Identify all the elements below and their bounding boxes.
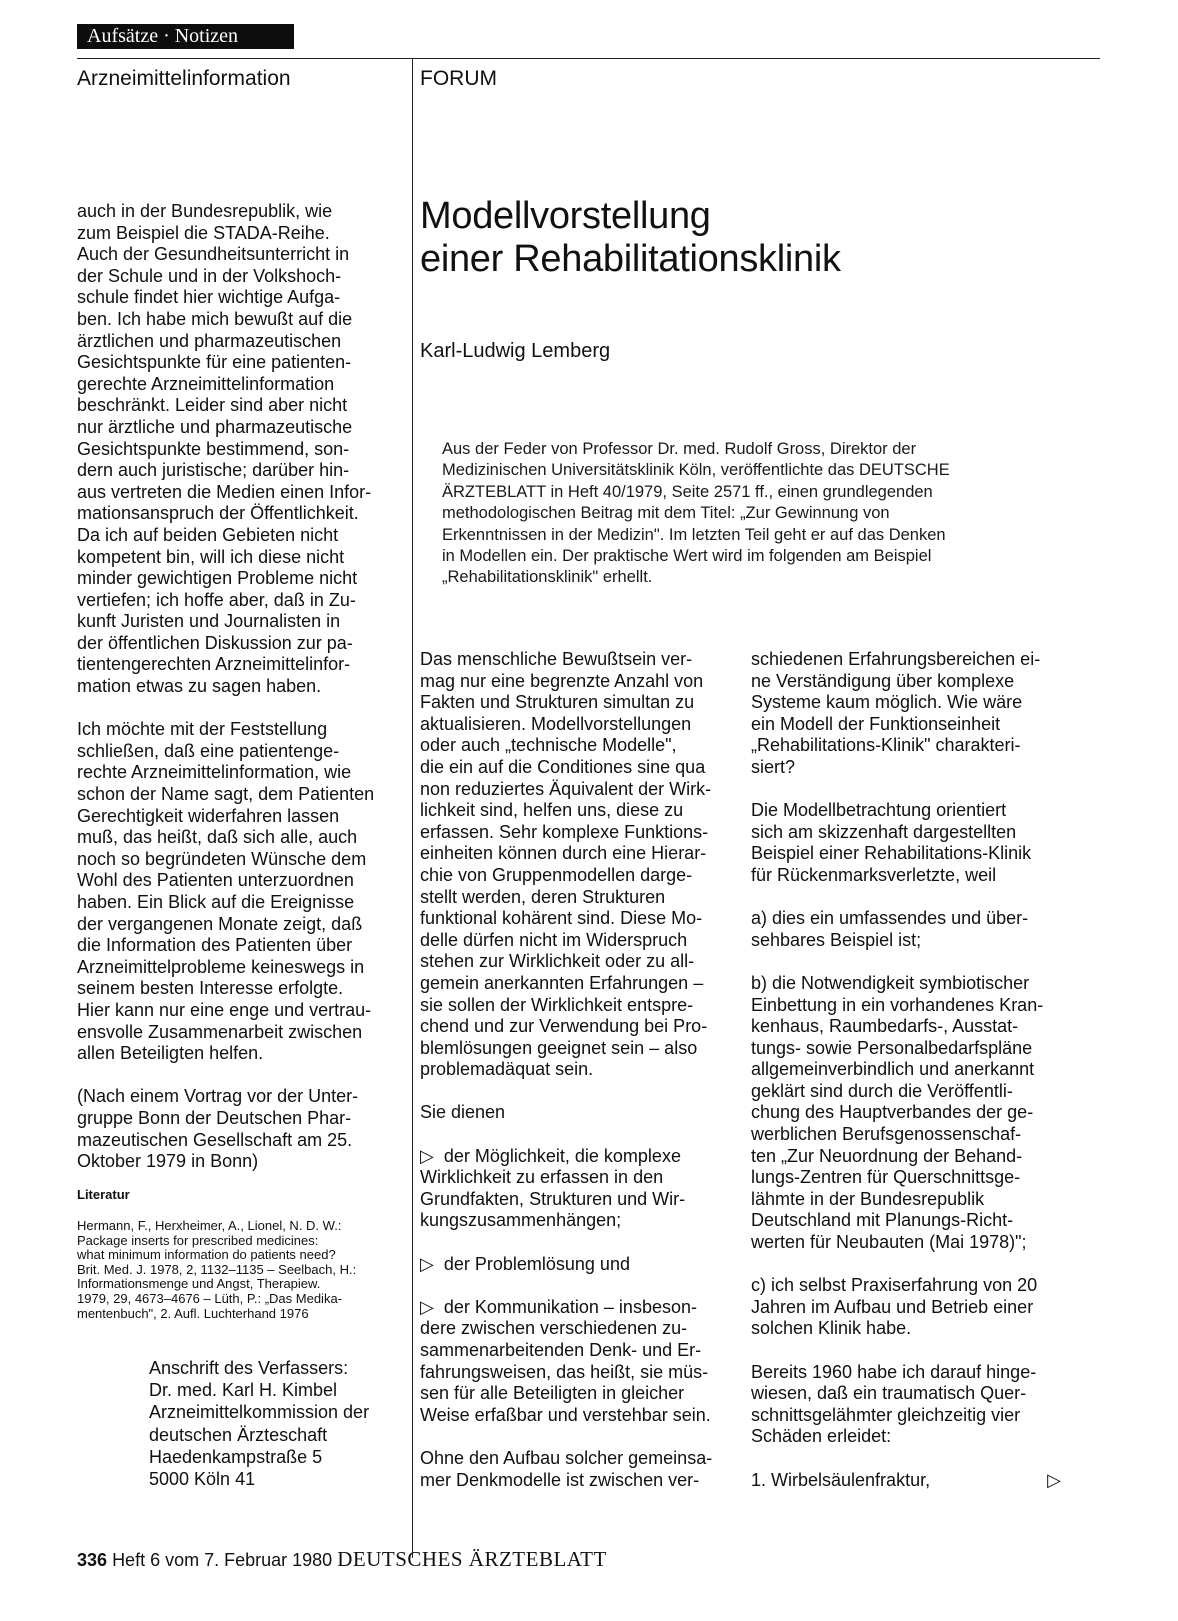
left-section-label: Arzneimittelinformation <box>77 67 291 90</box>
continue-arrow-icon: ▷ <box>1047 1469 1061 1490</box>
list-item-text: 1. Wirbelsäulenfraktur, <box>751 1469 931 1490</box>
magazine-name: DEUTSCHES ÄRZTEBLATT <box>337 1547 607 1571</box>
bullet-text: der Kommunikation – insbeson- dere zwischen verschiedenen zu- sammenarbeitenden Denk- und Er- fahrungsweisen, das heißt, sie müs- sen für alle Beteiligten in gleicher Weise erfaßbar und verstehbar sein. <box>420 1296 711 1425</box>
article-b-paragraph-4: b) die Notwendigkeit symbiotischer Einbettung in ein vorhandenes Kran- kenhaus, Raumbedarfs-, Ausstat- tungs- sowie Personalbedarfspläne allgemeinverbindlich und anerkannt geklärt sind durch die Veröffentli- chung des Hauptverbandes der ge- werblichen Berufsgenossenschaf- ten „Zur Neuordnung der Behand- lungs-Zentren für Querschnittsge- lähmte in der Bundesrepublik Deutschland mit Planungs-Richt- werten für Neubauten (Mai 1978)"; <box>751 972 1044 1253</box>
author-address: Anschrift des Verfassers: Dr. med. Karl H. Kimbel Arzneimittelkommission der deutschen Ärzteschaft Haedenkampstraße 5 5000 Köln 41 <box>149 1358 370 1490</box>
article-b-paragraph-2: Die Modellbetrachtung orientiert sich am skizzenhaft dargestellten Beispiel einer Rehabilitations-Klinik für Rückenmarksverletzte, weil <box>751 800 1032 885</box>
page-footer <box>77 1548 607 1571</box>
article-a-paragraph-3: Ohne den Aufbau solcher gemeinsa- mer Denkmodelle ist zwischen ver- <box>420 1447 713 1490</box>
article-a-bullet-1 <box>420 1146 728 1232</box>
article-b-paragraph-3: a) dies ein umfassendes und über- sehbares Beispiel ist; <box>751 908 1029 950</box>
article-a-paragraph-1: Das menschliche Bewußtsein ver- mag nur eine begrenzte Anzahl von Fakten und Strukturen simultan zu aktualisieren. Modellvorstellungen oder auch „technische Modelle", die ein auf die Conditiones sine qua non reduziertes Äquivalent der Wirk- lichkeit sind, helfen uns, diese zu erfassen. Sehr komplexe Funktions- einheiten können durch eine Hierar- chie von Gruppenmodellen darge- stellt werden, deren Strukturen funktional kohärent sind. Diese Mo- delle dürfen nicht im Widerspruch stehen zur Wirklichkeit oder zu all- gemein anerkannten Erfahrungen – sie sollen der Wirklichkeit entspre- chend und zur Verwendung bei Pro- blemlösungen geeignet sein – also problemadäquat sein. <box>420 649 712 1080</box>
article-a-paragraph-2: Sie dienen <box>420 1102 506 1123</box>
left-paragraph-3: (Nach einem Vortrag vor der Unter- gruppe Bonn der Deutschen Phar- mazeutischen Gesellschaft am 25. Oktober 1979 in Bonn) <box>77 1086 359 1172</box>
article-author: Karl-Ludwig Lemberg <box>420 340 611 362</box>
triangle-bullet-icon: ▷ <box>420 1296 434 1317</box>
bullet-text: der Möglichkeit, die komplexe Wirklichkeit zu erfassen in den Grundfakten, Strukturen und Wir- kungszusammenhängen; <box>420 1145 686 1231</box>
article-b-list-item-1 <box>751 1470 1061 1492</box>
literature-list: Hermann, F., Herxheimer, A., Lionel, N. D. W.: Package inserts for prescribed medicines: what minimum information do patients need? Brit. Med. J. 1978, 2, 1132–1135 – Seelbach, H.: Informationsmenge und Angst, Therapiew. 1979, 29, 4673–4676 – Lüth, P.: „Das Medika- mentenbuch", 2. Aufl. Luchterhand 1976 <box>77 1218 357 1321</box>
literature-heading: Literatur <box>77 1187 130 1202</box>
column-divider <box>412 58 413 1558</box>
article-column-a <box>420 649 728 1491</box>
right-section-label: FORUM <box>420 67 497 90</box>
article-column-b <box>751 649 1061 1491</box>
article-b-paragraph-1: schiedenen Erfahrungsbereichen ei- ne Verständigung über komplexe Systeme kaum möglich. Wie wäre ein Modell der Funktionseinheit „Rehabilitations-Klinik" charakteri- siert? <box>751 649 1041 777</box>
triangle-bullet-icon: ▷ <box>420 1145 434 1166</box>
article-title: Modellvorstellung einer Rehabilitationsklinik <box>420 195 841 280</box>
page-number: 336 <box>77 1550 108 1570</box>
left-paragraph-1: auch in der Bundesrepublik, wie zum Beispiel die STADA-Reihe. Auch der Gesundheitsunterricht in der Schule und in der Volkshoch- schule findet hier wichtige Aufga- ben. Ich habe mich bewußt auf die ärztlichen und pharmazeutischen Gesichtspunkte für eine patienten- gerechte Arzneimittelinformation beschränkt. Leider sind aber nicht nur ärztliche und pharmazeutische Gesichtspunkte bestimmend, son- dern auch juristische; darüber hin- aus vertreten die Medien einen Infor- mationsanspruch der Öffentlichkeit. Da ich auf beiden Gebieten nicht kompetent bin, will ich diese nicht minder gewichtigen Probleme nicht vertiefen; ich hoffe aber, daß in Zu- kunft Juristen und Journalisten in der öffentlichen Diskussion zur pa- tientengerechten Arzneimittelinfor- mation etwas zu sagen haben. <box>77 201 372 697</box>
article-a-bullet-2 <box>420 1254 728 1276</box>
triangle-bullet-icon: ▷ <box>420 1253 434 1274</box>
left-column <box>77 201 400 1173</box>
article-a-bullet-3 <box>420 1297 728 1427</box>
header-rule <box>77 58 1100 59</box>
bullet-text: der Problemlösung und <box>443 1253 630 1274</box>
section-tag: Aufsätze · Notizen <box>77 24 294 49</box>
issue-info: Heft 6 vom 7. Februar 1980 <box>112 1550 333 1570</box>
left-paragraph-2: Ich möchte mit der Feststellung schließen, daß eine patientenge- rechte Arzneimittelinformation, wie schon der Name sagt, dem Patienten Gerechtigkeit widerfahren lassen muß, das heißt, daß sich alle, auch noch so begründeten Wünsche dem Wohl des Patienten unterzuordnen haben. Ein Blick auf die Ereignisse der vergangenen Monate zeigt, daß die Information des Patienten über Arzneimittelprobleme keineswegs in seinem besten Interesse erfolgte. Hier kann nur eine enge und vertrau- ensvolle Zusammenarbeit zwischen allen Beteiligten helfen. <box>77 719 375 1064</box>
article-intro: Aus der Feder von Professor Dr. med. Rudolf Gross, Direktor der Medizinischen Universitätsklinik Köln, veröffentlichte das DEUTSCHE ÄRZTEBLATT in Heft 40/1979, Seite 2571 ff., einen grundlegenden methodologischen Beitrag mit dem Titel: „Zur Gewinnung von Erkenntnissen in der Medizin". Im letzten Teil geht er auf das Denken in Modellen ein. Der praktische Wert wird im folgenden am Beispiel „Rehabilitationsklinik" erhellt. <box>442 440 950 587</box>
article-b-paragraph-5: c) ich selbst Praxiserfahrung von 20 Jahren im Aufbau und Betrieb einer solchen Klinik habe. <box>751 1275 1038 1339</box>
article-b-paragraph-6: Bereits 1960 habe ich darauf hinge- wiesen, daß ein traumatisch Quer- schnittsgelähmter gleichzeitig vier Schäden erleidet: <box>751 1361 1037 1447</box>
